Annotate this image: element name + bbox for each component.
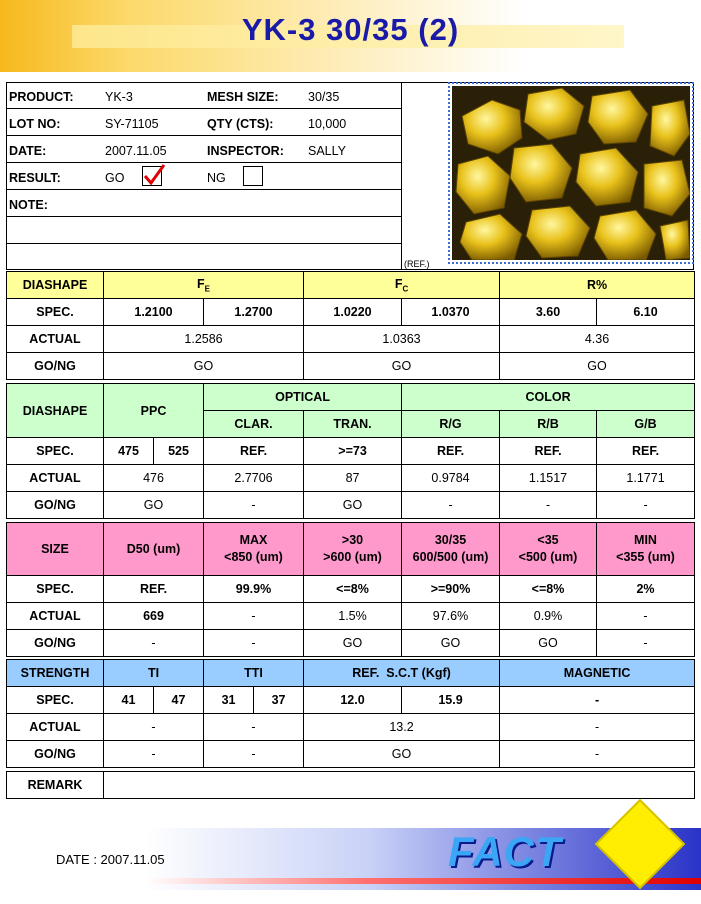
spec-label: SPEC.: [7, 576, 104, 603]
gong-cell: GO: [500, 353, 695, 380]
gong-cell: GO: [500, 630, 597, 657]
rb-header: R/B: [500, 411, 597, 438]
clarity-header: CLAR.: [204, 411, 304, 438]
date-value: 2007.11.05: [105, 144, 167, 158]
info-row-product: [6, 82, 402, 109]
spec-row: [7, 438, 695, 465]
rg-header: R/G: [402, 411, 500, 438]
spec-cell: -: [500, 687, 695, 714]
strength-header-row: [7, 660, 695, 687]
strength-table: [6, 659, 695, 768]
footer-red-stripe: [145, 878, 701, 884]
spec-cell: 525: [154, 438, 204, 465]
spec-row: [7, 299, 695, 326]
spec-cell: REF.: [204, 438, 304, 465]
actual-cell: 0.9784: [402, 465, 500, 492]
info-row-lot: [6, 109, 402, 136]
gong-cell: GO: [304, 492, 402, 519]
gong-cell: -: [204, 630, 304, 657]
ppc-header: PPC: [104, 384, 204, 438]
actual-cell: -: [104, 714, 204, 741]
actual-cell: 1.2586: [104, 326, 304, 353]
actual-cell: 1.0363: [304, 326, 500, 353]
actual-cell: 0.9%: [500, 603, 597, 630]
spec-cell: 6.10: [597, 299, 695, 326]
remark-label: REMARK: [7, 772, 104, 799]
gong-row: [7, 492, 695, 519]
spec-cell: 1.2100: [104, 299, 204, 326]
ng-checkbox[interactable]: [243, 166, 263, 186]
diamond-crystals-image: [452, 86, 690, 260]
actual-cell: 476: [104, 465, 204, 492]
crystal-photo: [448, 82, 694, 264]
size-table: [6, 522, 695, 657]
actual-row: [7, 714, 695, 741]
size-header: SIZE: [7, 523, 104, 576]
note-line-1: [6, 217, 402, 244]
gong-cell: -: [104, 741, 204, 768]
fact-logo: FACT: [448, 828, 562, 875]
magnetic-header: MAGNETIC: [500, 660, 695, 687]
color-header: COLOR: [402, 384, 695, 411]
lot-label: LOT NO:: [9, 117, 61, 131]
gong-cell: -: [597, 630, 695, 657]
spec-cell: 3.60: [500, 299, 597, 326]
info-row-date: [6, 136, 402, 163]
actual-cell: -: [597, 603, 695, 630]
optical-header: OPTICAL: [204, 384, 402, 411]
gong-cell: -: [204, 492, 304, 519]
gong-label: GO/NG: [7, 630, 104, 657]
footer-date: DATE : 2007.11.05: [56, 852, 165, 867]
strength-header: STRENGTH: [7, 660, 104, 687]
spec-cell: <=8%: [500, 576, 597, 603]
optical-header-row: [7, 384, 695, 411]
gong-cell: -: [104, 630, 204, 657]
spec-cell: 31: [204, 687, 254, 714]
page-title: YK-3 30/35 (2): [241, 12, 460, 47]
actual-row: [7, 326, 695, 353]
spec-cell: 99.9%: [204, 576, 304, 603]
gong-cell: GO: [304, 353, 500, 380]
spec-cell: 12.0: [304, 687, 402, 714]
result-label: RESULT:: [9, 171, 61, 185]
spec-cell: 1.0370: [402, 299, 500, 326]
actual-row: [7, 465, 695, 492]
diashape-header: DIASHAPE: [7, 384, 104, 438]
actual-label: ACTUAL: [7, 603, 104, 630]
under35-header: <35 <500 (um): [500, 523, 597, 576]
d50-header: D50 (um): [104, 523, 204, 576]
gong-cell: GO: [104, 353, 304, 380]
spec-row: [7, 576, 695, 603]
mesh-label: MESH SIZE:: [207, 90, 279, 104]
actual-cell: 1.1771: [597, 465, 695, 492]
spec-cell: <=8%: [304, 576, 402, 603]
spec-row: [7, 687, 695, 714]
spec-label: SPEC.: [7, 299, 104, 326]
remark-row: [7, 772, 695, 799]
go-option-label: GO: [105, 171, 125, 185]
range-header: 30/35 600/500 (um): [402, 523, 500, 576]
gong-cell: GO: [402, 630, 500, 657]
over30-header: >30 >600 (um): [304, 523, 402, 576]
info-row-result: [6, 163, 402, 190]
spec-label: SPEC.: [7, 687, 104, 714]
spec-cell: 475: [104, 438, 154, 465]
actual-cell: 1.5%: [304, 603, 402, 630]
gong-row: [7, 353, 695, 380]
sct-header: REF. S.C.T (Kgf): [304, 660, 500, 687]
spec-cell: 41: [104, 687, 154, 714]
date-label: DATE:: [9, 144, 47, 158]
actual-cell: 1.1517: [500, 465, 597, 492]
gong-cell: -: [500, 741, 695, 768]
gong-cell: -: [204, 741, 304, 768]
actual-cell: -: [204, 714, 304, 741]
diashape-header: DIASHAPE: [7, 272, 104, 299]
inspector-value: SALLY: [308, 144, 346, 158]
gong-cell: GO: [104, 492, 204, 519]
gong-cell: -: [597, 492, 695, 519]
transmission-header: TRAN.: [304, 411, 402, 438]
actual-cell: 4.36: [500, 326, 695, 353]
gong-row: [7, 630, 695, 657]
qty-label: QTY (CTS):: [207, 117, 274, 131]
spec-cell: 37: [254, 687, 304, 714]
spec-cell: 1.0220: [304, 299, 402, 326]
spec-label: SPEC.: [7, 438, 104, 465]
remark-field[interactable]: [104, 772, 695, 799]
fe-header: $F_E$: [104, 272, 304, 299]
optical-color-table: [6, 383, 695, 519]
gong-label: GO/NG: [7, 492, 104, 519]
lot-value: SY-71105: [105, 117, 159, 131]
actual-cell: 669: [104, 603, 204, 630]
photo-caption: (REF.): [404, 259, 430, 269]
actual-row: [7, 603, 695, 630]
go-checkbox[interactable]: [142, 166, 162, 186]
fc-header: $F_C$: [304, 272, 500, 299]
info-row-note: [6, 190, 402, 217]
mesh-value: 30/35: [308, 90, 340, 104]
actual-cell: 13.2: [304, 714, 500, 741]
actual-cell: -: [500, 714, 695, 741]
gong-row: [7, 741, 695, 768]
diashape-table: [6, 271, 695, 380]
spec-cell: REF.: [402, 438, 500, 465]
note-label: NOTE:: [9, 198, 48, 212]
gong-cell: GO: [304, 741, 500, 768]
gong-label: GO/NG: [7, 741, 104, 768]
inspector-label: INSPECTOR:: [207, 144, 284, 158]
spec-cell: >=90%: [402, 576, 500, 603]
actual-cell: -: [204, 603, 304, 630]
size-header-row: [7, 523, 695, 576]
checkmark-icon: [142, 163, 166, 187]
gb-header: G/B: [597, 411, 695, 438]
product-value: YK-3: [105, 90, 133, 104]
ng-option-label: NG: [207, 171, 226, 185]
spec-cell: 15.9: [402, 687, 500, 714]
max-header: MAX <850 (um): [204, 523, 304, 576]
spec-cell: REF.: [500, 438, 597, 465]
actual-label: ACTUAL: [7, 465, 104, 492]
qty-value: 10,000: [308, 117, 347, 131]
actual-cell: 97.6%: [402, 603, 500, 630]
spec-cell: REF.: [104, 576, 204, 603]
remark-table: [6, 771, 695, 799]
spec-cell: >=73: [304, 438, 402, 465]
gong-cell: GO: [304, 630, 402, 657]
diashape-header-row: [7, 272, 695, 299]
gong-cell: -: [402, 492, 500, 519]
actual-label: ACTUAL: [7, 714, 104, 741]
spec-cell: 2%: [597, 576, 695, 603]
ti-header: TI: [104, 660, 204, 687]
r-percent-header: R%: [500, 272, 695, 299]
gong-label: GO/NG: [7, 353, 104, 380]
product-label: PRODUCT:: [9, 90, 74, 104]
actual-cell: 87: [304, 465, 402, 492]
spec-cell: REF.: [597, 438, 695, 465]
min-header: MIN <355 (um): [597, 523, 695, 576]
tti-header: TTI: [204, 660, 304, 687]
spec-cell: 47: [154, 687, 204, 714]
actual-label: ACTUAL: [7, 326, 104, 353]
spec-cell: 1.2700: [204, 299, 304, 326]
gong-cell: -: [500, 492, 597, 519]
actual-cell: 2.7706: [204, 465, 304, 492]
